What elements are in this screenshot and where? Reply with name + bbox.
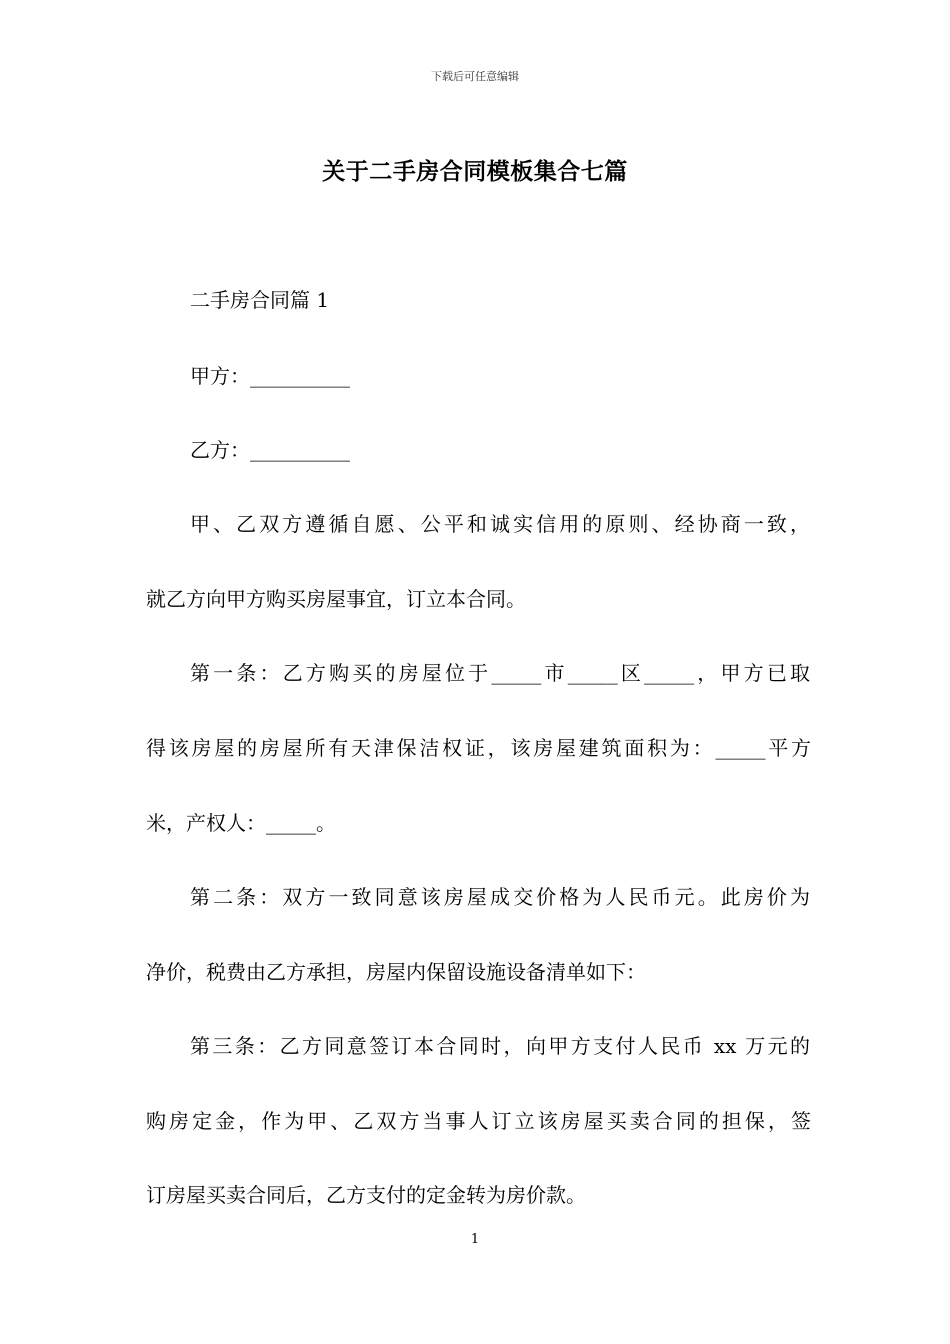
paragraph-line: 米，产权人：_____。	[146, 811, 336, 835]
paragraph-line: 第二条：双方一致同意该房屋成交价格为人民币元。此房价为	[190, 885, 810, 909]
paragraph-line: 就乙方向甲方购买房屋事宜，订立本合同。	[146, 587, 526, 611]
paragraph-line: 第三条：乙方同意签订本合同时，向甲方支付人民币 xx 万元的	[190, 1034, 810, 1058]
document-title: 关于二手房合同模板集合七篇	[322, 158, 628, 185]
paragraph-line: 购房定金，作为甲、乙双方当事人订立该房屋买卖合同的担保，签	[146, 1109, 811, 1133]
paragraph-line: 得该房屋的房屋所有天津保洁权证，该房屋建筑面积为：_____平方	[146, 736, 811, 760]
header-note: 下载后可任意编辑	[431, 70, 519, 83]
page-number: 1	[470, 1232, 480, 1247]
paragraph-line: 甲、乙双方遵循自愿、公平和诚实信用的原则、经协商一致，	[190, 512, 810, 536]
paragraph-line: 净价，税费由乙方承担，房屋内保留设施设备清单如下：	[146, 960, 646, 984]
party-b-line: 乙方：__________	[190, 438, 350, 462]
paragraph-line: 订房屋买卖合同后，乙方支付的定金转为房价款。	[146, 1183, 586, 1207]
paragraph-line: 第一条：乙方购买的房屋位于_____市_____区_____，甲方已取	[190, 661, 810, 685]
section-heading: 二手房合同篇 1	[190, 288, 330, 312]
party-a-line: 甲方：__________	[190, 364, 350, 388]
